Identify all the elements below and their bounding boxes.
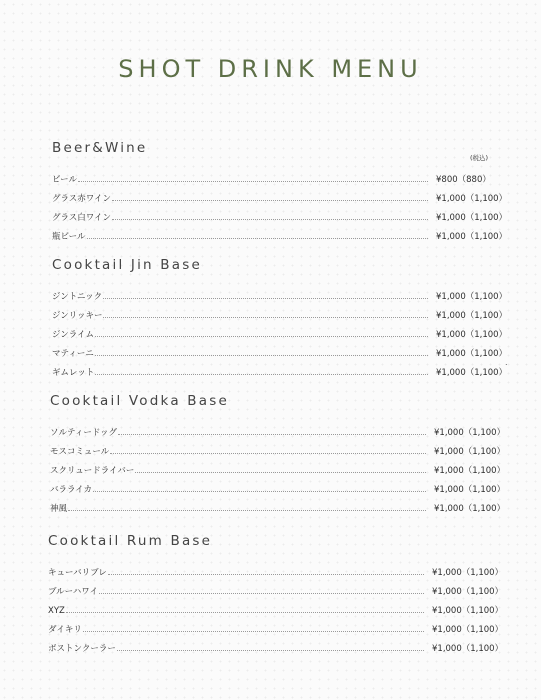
item-price: ¥1,000（1,100） [436, 213, 508, 223]
item-price: ¥1,000（1,100） [436, 194, 508, 204]
item-price: ¥1,000（1,100） [434, 485, 506, 495]
item-name: 瓶ビール [52, 232, 86, 242]
leader-dots [112, 219, 428, 220]
section-title: Cooktail Jin Base [52, 257, 202, 273]
leader-dots [95, 355, 428, 356]
menu-item [48, 559, 508, 578]
item-price: ¥1,000（1,100） [432, 606, 504, 616]
item-name: 神風 [50, 504, 68, 514]
leader-dots [83, 631, 424, 632]
leader-dots [103, 317, 428, 318]
item-price: ¥1,000（1,100） [436, 349, 508, 359]
item-name: バラライカ [50, 485, 92, 495]
item-price: ¥1,000（1,100） [434, 447, 506, 457]
menu-item [52, 204, 512, 223]
item-name: ダイキリ [48, 625, 82, 635]
tax-included-note: (税込) [470, 154, 489, 162]
item-name: XYZ [48, 606, 65, 616]
leader-dots [112, 200, 428, 201]
menu-title: SHOT DRINK MENU [118, 55, 423, 83]
menu-item [50, 457, 510, 476]
leader-dots [108, 574, 424, 575]
section-title: Cooktail Vodka Base [50, 393, 229, 409]
leader-dots [87, 238, 429, 239]
item-price: ¥1,000（1,100） [436, 232, 508, 242]
leader-dots [99, 593, 424, 594]
menu-item [50, 495, 510, 514]
menu-item [50, 476, 510, 495]
item-price: ¥1,000（1,100） [434, 504, 506, 514]
menu-item [52, 340, 512, 359]
leader-dots [78, 181, 428, 182]
item-name: モスコミュール [50, 447, 110, 457]
leader-dots [117, 650, 424, 651]
item-price: ¥1,000（1,100） [434, 428, 506, 438]
item-price: ¥1,000（1,100） [436, 330, 508, 340]
menu-item [50, 438, 510, 457]
menu-item [52, 321, 512, 340]
item-name: ブルーハワイ [48, 587, 98, 597]
item-price: ¥1,000（1,100） [434, 466, 506, 476]
item-name: ジンライム [52, 330, 95, 340]
item-name: マティーニ [52, 349, 94, 359]
item-name: ビール [52, 175, 77, 185]
item-name: ソルティードッグ [50, 428, 117, 438]
item-name: ジンリッキー [52, 311, 103, 321]
leader-dots [95, 374, 428, 375]
item-price: ¥1,000（1,100） [432, 625, 504, 635]
section-title: Cooktail Rum Base [48, 533, 213, 549]
leader-dots [135, 472, 426, 473]
item-price: ¥1,000（1,100） [432, 587, 504, 597]
leader-dots [118, 434, 426, 435]
section-jin-base [52, 257, 512, 378]
item-name: キューバリブレ [48, 568, 107, 578]
item-price: ¥1,000（1,100） [432, 568, 504, 578]
menu-item [52, 223, 512, 242]
section-vodka-base [50, 393, 510, 514]
item-name: グラス白ワイン [52, 213, 111, 223]
leader-dots [66, 612, 424, 613]
trailing-mark: . [505, 358, 508, 367]
section-rum-base [48, 533, 508, 654]
item-price: ¥1,000（1,100） [436, 368, 508, 378]
item-price: ¥1,000（1,100） [432, 644, 504, 654]
leader-dots [95, 336, 428, 337]
menu-item [48, 578, 508, 597]
leader-dots [103, 298, 428, 299]
item-price: ¥1,000（1,100） [436, 292, 508, 302]
item-price: ¥800（880） [436, 175, 491, 185]
menu-item [48, 635, 508, 654]
section-title: Beer&Wine [52, 140, 148, 156]
menu-item [50, 419, 510, 438]
item-name: スクリュードライバー [50, 466, 135, 476]
menu-item [52, 302, 512, 321]
leader-dots [93, 491, 426, 492]
item-name: ジントニック [52, 292, 103, 302]
item-name: グラス赤ワイン [52, 194, 111, 204]
leader-dots [110, 453, 426, 454]
menu-item [48, 616, 508, 635]
section-beer-wine [52, 140, 512, 242]
leader-dots [68, 510, 426, 511]
menu-item [52, 283, 512, 302]
menu-item [52, 166, 512, 185]
menu-item [52, 185, 512, 204]
item-price: ¥1,000（1,100） [436, 311, 508, 321]
menu-item [48, 597, 508, 616]
menu-item [52, 359, 512, 378]
item-name: ボストンクーラー [48, 644, 116, 654]
item-name: ギムレット [52, 368, 95, 378]
